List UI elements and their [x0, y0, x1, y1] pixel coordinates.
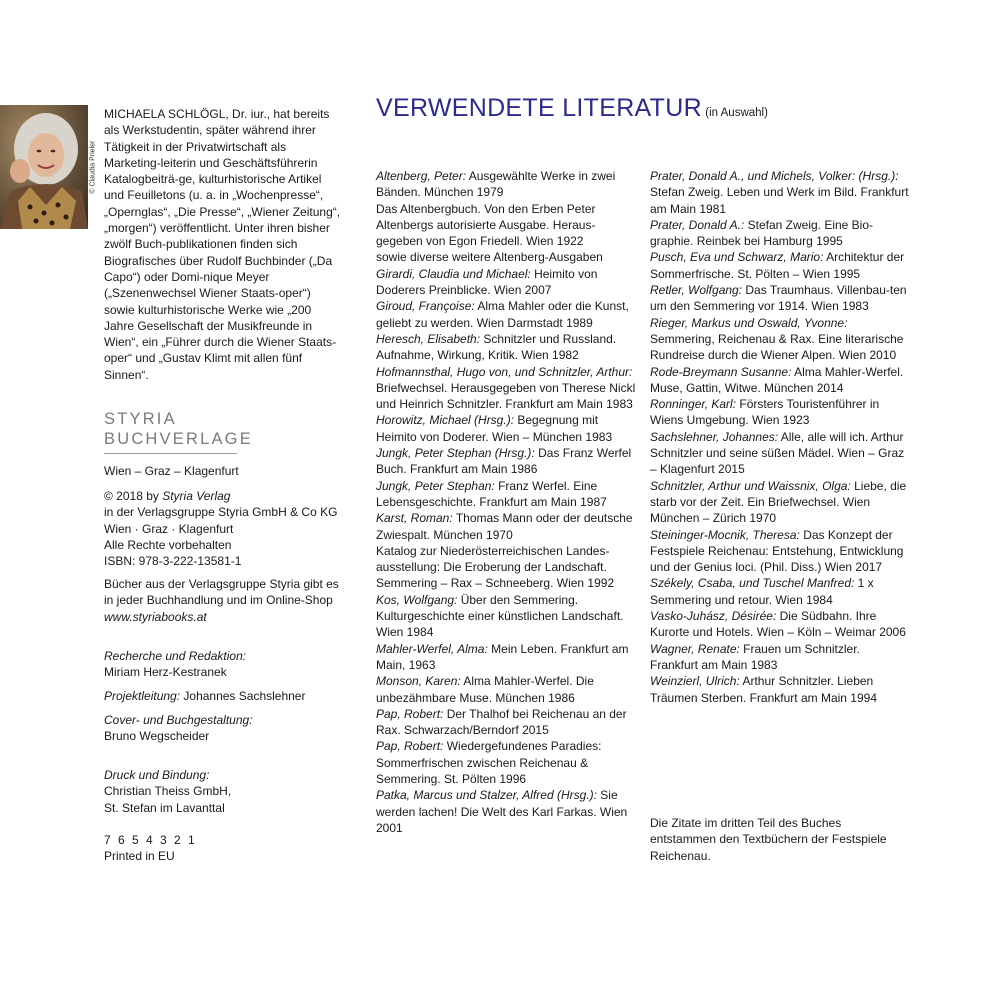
author-photo — [0, 105, 88, 229]
imprint-cities: Wien · Graz · Klagenfurt — [104, 521, 234, 536]
literature-title: VERWENDETE LITERATUR — [376, 94, 702, 122]
rights-notice: Alle Rechte vorbehalten — [104, 537, 232, 552]
literature-entry — [376, 249, 636, 265]
literature-entry — [650, 282, 910, 315]
entry-text: Arthur Schnitzler. Lieben Träumen Sterben. Frankfurt am Main 1994 — [650, 674, 877, 705]
credit-design: Cover- und Buchgestaltung: Bruno Wegscheider — [104, 713, 253, 744]
literature-entry — [376, 787, 636, 836]
entry-text: Die Südbahn. Ihre Kurorte und Hotels. Wien – Köln – Weimar 2006 — [650, 609, 906, 640]
literature-entry — [376, 168, 636, 201]
literature-entry — [376, 673, 636, 706]
literature-entry — [376, 706, 636, 739]
entry-text: Mein Leben. Frankfurt am Main, 1963 — [376, 641, 629, 672]
entry-text: Semmering, Reichenau & Rax. Eine literarische Rundreise durch die Wiener Alpen. Wien 2010 — [650, 331, 904, 363]
entry-text: 1 x Semmering und retour. Wien 1984 — [650, 576, 874, 607]
logo-underline — [104, 453, 237, 454]
entry-text: Alma Mahler-Werfel. Muse, Gattin, Witwe. München 2014 — [650, 364, 904, 395]
literature-entry — [376, 445, 636, 478]
entry-author: Horowitz, Michael (Hrsg.): — [376, 413, 515, 428]
entry-author: Ronninger, Karl: — [650, 397, 737, 412]
entry-text: Alma Mahler-Werfel. Die unbezähmbare Muse. München 1986 — [376, 674, 594, 705]
literature-entry — [650, 217, 910, 250]
entry-author: Heresch, Elisabeth: — [376, 331, 481, 346]
entry-author: Weinzierl, Ulrich: — [650, 674, 740, 689]
entry-author: Jungk, Peter Stephan: — [376, 478, 495, 493]
literature-entry — [650, 527, 910, 576]
credit-print: Druck und Bindung: Christian Theiss GmbH, St. Stefan im Lavanttal — [104, 768, 232, 815]
entry-text: Thomas Mann oder der deutsche Zwiespalt. München 1970 — [376, 511, 633, 542]
entry-author: Pap, Robert: — [376, 739, 444, 754]
entry-author: Girardi, Claudia und Michael: — [376, 266, 531, 281]
entry-text: Stefan Zweig. Eine Bio-graphie. Reinbek bei Hamburg 1995 — [650, 217, 874, 249]
availability — [104, 576, 344, 625]
literature-entry — [376, 298, 636, 331]
entry-author: Steininger-Mocnik, Theresa: — [650, 527, 800, 542]
imprint — [104, 488, 344, 569]
entry-text: sowie diverse weitere Altenberg-Ausgaben — [376, 250, 603, 265]
literature-entry — [650, 608, 910, 641]
credit-project-lead: Projektleitung: Johannes Sachslehner — [104, 689, 306, 703]
literature-entry — [650, 429, 910, 478]
literature-entry — [650, 168, 910, 217]
entry-text: Begegnung mit Heimito von Doderer. Wien – München 1983 — [376, 413, 613, 444]
entry-author: Rode-Breymann Susanne: — [650, 364, 792, 379]
literature-entry — [376, 478, 636, 511]
entry-author: Mahler-Werfel, Alma: — [376, 641, 488, 656]
entry-author: Vasko-Juhász, Désirée: — [650, 609, 777, 624]
literature-entry — [650, 315, 910, 364]
entry-author: Kos, Wolfgang: — [376, 592, 458, 607]
entry-author: Székely, Csaba, und Tuschel Manfred: — [650, 576, 855, 591]
entry-text: Architektur der Sommerfrische. St. Pölten – Wien 1995 — [650, 250, 905, 281]
entry-text: Alle, alle will ich. Arthur Schnitzler und seine süßen Mädel. Wien – Graz – Klagenfurt 2015 — [650, 429, 905, 477]
entry-text: Das Franz Werfel Buch. Frankfurt am Main 1986 — [376, 446, 632, 477]
literature-entry — [650, 396, 910, 429]
entry-author: Prater, Donald A., und Michels, Volker: (Hrsg.): — [650, 169, 899, 183]
entry-text: Heimito von Doderers Preinblicke. Wien 2007 — [376, 266, 598, 298]
publisher-group: in der Verlagsgruppe Styria GmbH & Co KG — [104, 505, 338, 520]
literature-entry — [376, 510, 636, 543]
entry-text: Der Thalhof bei Reichenau an der Rax. Schwarzach/Berndorf 2015 — [376, 706, 627, 738]
literature-entry — [650, 673, 910, 706]
literature-entry — [376, 331, 636, 364]
literature-heading — [376, 94, 768, 122]
entry-text: Alma Mahler oder die Kunst, geliebt zu werden. Wien Darmstadt 1989 — [376, 299, 629, 330]
entry-author: Hofmannsthal, Hugo von, und Schnitzler, Arthur: — [376, 364, 633, 379]
entry-text: Schnitzler und Russland. Aufnahme, Wirkung, Kritik. Wien 1982 — [376, 331, 617, 363]
quote-source-note: Die Zitate im dritten Teil des Buches entstammen den Textbüchern der Festspiele Reichenau. — [650, 816, 887, 863]
shop-link[interactable]: www.styriabooks.at — [104, 609, 207, 624]
entry-author: Giroud, Françoise: — [376, 299, 475, 314]
literature-subtitle: (in Auswahl) — [705, 107, 768, 119]
credit-research: Recherche und Redaktion: Miriam Herz-Kestranek — [104, 649, 247, 680]
entry-author: Pap, Robert: — [376, 706, 444, 721]
entry-text: Frauen um Schnitzler. Frankfurt am Main 1983 — [650, 641, 860, 672]
photo-credit: © Claudia Prieler — [88, 140, 96, 194]
isbn: ISBN: 978-3-222-13581-1 — [104, 554, 242, 569]
entry-author: Retler, Wolfgang: — [650, 283, 743, 298]
entry-text: Stefan Zweig. Leben und Werk im Bild. Frankfurt am Main 1981 — [650, 185, 909, 216]
entry-text: Briefwechsel. Herausgegeben von Therese Nickl und Heinrich Schnitzler. Frankfurt am Main 1983 — [376, 380, 636, 412]
availability-text: Bücher aus der Verlagsgruppe Styria gibt es in jeder Buchhandlung und im Online-Shop — [104, 577, 339, 608]
entry-text: Liebe, die starb vor der Zeit. Ein Briefwechsel. Wien München – Zürich 1970 — [650, 478, 907, 526]
entry-author: Patka, Marcus und Stalzer, Alfred (Hrsg.): — [376, 788, 597, 803]
literature-entry — [650, 364, 910, 397]
entry-text: Das Konzept der Festspiele Reichenau: Entstehung, Entwicklung und der Genius loci. (Phil. Diss.) Wien 2017 — [650, 527, 904, 575]
literature-entry — [650, 478, 910, 527]
literature-entry — [376, 592, 636, 641]
entry-author: Monson, Karen: — [376, 674, 461, 689]
literature-entry — [650, 641, 910, 674]
entry-text: Wiedergefundenes Paradies: Sommerfrischen zwischen Reichenau & Semmering. St. Pölten 1996 — [376, 739, 602, 786]
literature-entry — [376, 266, 636, 299]
entry-author: Prater, Donald A.: — [650, 217, 745, 232]
literature-entry — [650, 575, 910, 608]
literature-column-right — [650, 168, 910, 706]
literature-entry — [376, 738, 636, 787]
publisher-cities: Wien – Graz – Klagenfurt — [104, 464, 239, 478]
literature-entry — [376, 364, 636, 413]
author-bio: MICHAELA SCHLÖGL, Dr. iur., hat bereits als Werkstudentin, später während ihrer Tätigkeit in der Privatwirtschaft als Marketing-leiterin und Geschäftsführerin Katalogbeiträ-ge, kulturhistorische Artikel und Feuilletons (u. a. in „Wochenpresse“, „Opernglas“, „Die Presse“, „Wiener Zeitung“, „morgen“) veröffentlicht. Unter ihren bisher zwölf Buch-publikationen finden sich Biografisches über Rudolf Buchbinder („Da Capo“) oder Domi-nique Meyer („Szenenwechsel Wiener Staats-oper“) sowie kulturhistorische Werke wie „200 Jahre Gesellschaft der Musikfreunde in Wien“, ein „Führer durch die Wiener Staats-oper“ und „Gustav Klimt mit allen fünf Sinnen“. — [104, 107, 341, 382]
printed-in: Printed in EU — [104, 849, 175, 864]
entry-text: Das Altenbergbuch. Von den Erben Peter Altenbergs autorisierte Ausgabe. Heraus-gegeben von Egon Friedell. Wien 1922 — [376, 201, 596, 249]
entry-text: Das Traumhaus. Villenbau-ten um den Semmering vor 1914. Wien 1983 — [650, 283, 907, 314]
entry-author: Pusch, Eva und Schwarz, Mario: — [650, 250, 824, 265]
entry-author: Schnitzler, Arthur und Waissnix, Olga: — [650, 478, 851, 493]
publisher-logo-line2: BUCHVERLAGE — [104, 430, 253, 448]
print-numbers: 7 6 5 4 3 2 1 — [104, 833, 197, 847]
entry-author: Altenberg, Peter: — [376, 169, 467, 183]
entry-text: Försters Touristenführer in Wiens Umgebung. Wien 1923 — [650, 397, 880, 428]
literature-column-left — [376, 168, 636, 836]
literature-entry — [376, 641, 636, 674]
entry-text: Über den Semmering. Kulturgeschichte einer künstlichen Landschaft. Wien 1984 — [376, 592, 624, 640]
copyright-line: © 2018 by Styria Verlag — [104, 489, 231, 503]
publisher-logo — [104, 409, 253, 449]
entry-author: Karst, Roman: — [376, 511, 453, 526]
entry-text: Katalog zur Niederösterreichischen Landes-ausstellung: Die Eroberung der Landschaft. Semmering – Rax – Schneeberg. Wien 1992 — [376, 543, 615, 591]
literature-entry — [650, 249, 910, 282]
entry-author: Wagner, Renate: — [650, 641, 740, 656]
entry-author: Sachslehner, Johannes: — [650, 429, 779, 444]
entry-text: Ausgewählte Werke in zwei Bänden. München 1979 — [376, 169, 616, 200]
entry-author: Rieger, Markus und Oswald, Yvonne: — [650, 315, 848, 330]
entry-text: Sie werden lachen! Die Welt des Karl Farkas. Wien 2001 — [376, 788, 628, 835]
print-info — [104, 832, 344, 865]
entry-text: Franz Werfel. Eine Lebensgeschichte. Frankfurt am Main 1987 — [376, 478, 607, 509]
entry-author: Jungk, Peter Stephan (Hrsg.): — [376, 446, 535, 461]
literature-entry — [376, 543, 636, 592]
literature-entry — [376, 201, 636, 250]
literature-entry — [376, 412, 636, 445]
publisher-logo-line1: STYRIA — [104, 410, 177, 428]
